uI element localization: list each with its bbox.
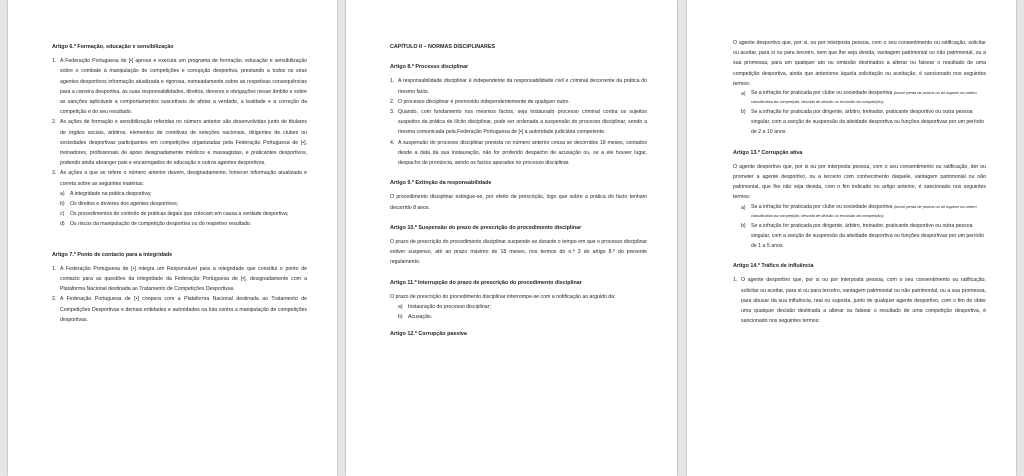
article-13-text: O agente desportivo que, por si ou por interposta pessoa, com o seu consentimento ou ratificação, der ou prometer a agente desportivo, ou a terceiro com conhecimento daquele, vantagem patrimonial ou não patrimonial, que lhe não seja devida, com o fim indicado no artigo anterior, é sancionado nos seguintes termos: xyxy=(733,163,986,201)
article-7-heading: Artigo 7.º Ponto de contacto para a integridade xyxy=(52,251,173,258)
article-13-subitem-a: a) Se a infração for praticada por clube ou sociedade desportiva (incluir perda de pontos ou de lugares na ordem classificativa da competição; descida de divisão ou exclusão da competição); xyxy=(741,203,977,218)
document-page-3 xyxy=(687,0,1016,476)
article-8-item-3: 3. Quando, com fundamento nos mesmos factos, seja instaurado processo criminal contra os sujeitos suspeitos da prática de ilícito disciplinar, pode ser ordenada a suspensão do processo disciplinar, sendo a mesma comunicada pela Federação Portuguesa de [•] à autoridade judiciária competente. xyxy=(390,109,647,136)
page-2-content xyxy=(390,38,647,340)
article-9-heading: Artigo 9.º Extinção da responsabilidade xyxy=(390,180,492,187)
article-8-item-4: 4. A suspensão do processo disciplinar prevista no número anterior cessa se decorridos 18 meses, contados desde a data da sua instauração, não for proferido despacho de acusação ou, se a ele houver lugar, despacho de pronúncia, sendo os factos apurados no processo disciplinar. xyxy=(390,139,647,167)
article-12-body: O agente desportivo que, por si, ou por interposta pessoa, com o seu consentimento ou ratificação, solicitar ou aceitar, para si ou para terceiro, sem que lhe seja devida, vantagem patrimonial ou não patrimonial, ou a sua promessa, para um qualquer ato ou omissão destinados a alterar ou falsear o resultado de uma competição desportiva, ainda que anteriores àquela solicitação ou aceitação, é sancionado nos seguintes termos: xyxy=(733,40,986,87)
article-6-item-1: 1. A Federação Portuguesa de [•] aprova e executa um programa de formação, educação e sensibilização sobre o combate à manipulação de competições e corrupção desportiva, prestando a todos os seus agentes desportivos informação atualizada e rigorosa, nomeadamente sobre as respetivas consequências para a carreira desportiva, às suas responsabilidades, direitos, deveres e obrigações nesse âmbito e sobre as sanções aplicáveis a comportamentos suscetíveis de afetar a verdade, a lealdade e a correção da competição e do seu resultado. xyxy=(52,58,307,116)
article-9-text: O procedimento disciplinar extingue-se, por efeito de prescrição, logo que sobre a prática do facto tenham decorrido 8 anos. xyxy=(390,194,647,211)
article-6-item-3: 3. As ações a que se refere o número anterior devem, designadamente, fornecer informação atualizada e correta sobre as seguintes matérias: xyxy=(52,170,307,187)
chapter-heading: CAPÍTULO II – NORMAS DISCIPLINARES xyxy=(390,44,496,50)
article-14-item-1: 1. O agente desportivo que, por si ou por interposta pessoa, com o seu consentimento ou ratificação, solicitar ou aceitar, para si ou para terceiro, vantagem patrimonial ou não patrimonial, ou a sua promessa, para abusar da sua influência, real ou suposta, junto de qualquer agente desportivo, com o fim de obter uma qualquer decisão destinada a alterar ou falsear o resultado de uma competição desportiva, é sancionado nos seguintes termos: xyxy=(733,277,986,325)
document-page-1 xyxy=(8,0,337,476)
article-11-subitem-b: b) Acusação. xyxy=(398,314,433,321)
article-12-heading: Artigo 12.º Corrupção passiva xyxy=(390,331,467,338)
article-12-subitem-b: b) Se a infração for praticada por dirigente, árbitro, treinador, praticante desportivo ou outra pessoa singular, com a sanção de suspensão da atividade desportiva ou funções desportivas por um período de 2 a 10 anos. xyxy=(741,109,985,136)
article-6-subitem-d: d) Os riscos da manipulação de competição desportiva ou do respetivo resultado. xyxy=(60,221,252,228)
article-6-heading: Artigo 6.º Formação, educação e sensibilização xyxy=(52,44,174,50)
article-6-item-2: 2. As ações de formação e sensibilização referidas no número anterior são desenvolvidas junto de titulares de órgãos sociais, árbitros, elementos de comitivas de seleções nacionais, dirigentes de clubes ou sociedades desportivas participantes em competições organizadas pela Federação Portuguesa de [•], treinadores, profissionais de apoio designadamente médicos e massagistas, e praticantes desportivos, podendo ainda abranger pais e encarregados de educação e outros agentes desportivos. xyxy=(52,119,307,167)
article-11-heading: Artigo 11.º Interrupção do prazo de prescrição do procedimento disciplinar xyxy=(390,279,582,286)
article-8-heading: Artigo 8.º Processo disciplinar xyxy=(390,64,469,71)
article-6-subitem-b: b) Os direitos e deveres dos agentes desportivos; xyxy=(60,201,179,208)
page-1-content xyxy=(52,38,307,325)
article-11-subitem-a: a) Instauração do processo disciplinar; xyxy=(398,304,491,311)
page-3-content xyxy=(733,38,986,326)
article-10-heading: Artigo 10.º Suspensão do prazo de prescrição do procedimento disciplinar xyxy=(390,224,582,231)
article-13-subitem-b: b) Se a infração for praticada por dirigente, árbitro, treinador, praticante desportivo ou outra pessoa singular, com a sanção de suspensão da atividade desportiva ou funções desportivas por um período de 1 a 5 anos. xyxy=(741,222,985,250)
article-8-item-1: 1. A responsabilidade disciplinar é independente da responsabilidade civil e criminal decorrente da prática do mesmo facto. xyxy=(390,78,647,95)
article-7-item-1: 1. A Federação Portuguesa de [•] integra um Responsável para a integridade que constitui o ponto de contacto para as questões da integridade da Federação Portuguesa de [•], designadamente com a Plataforma Nacional destinada ao Tratamento de Competições Desportivas. xyxy=(52,265,307,293)
article-11-text: O prazo de prescrição do procedimento disciplinar interrompe-se com a notificação ao arguido da: xyxy=(390,293,616,300)
article-8-item-2: 2. O processo disciplinar é promovido independentemente de qualquer outro. xyxy=(390,98,570,105)
article-6-subitem-c: c) Os procedimentos de controlo de práticas ilegais que colocam em causa a verdade desportiva; xyxy=(60,211,289,218)
article-7-item-2: 2. A Federação Portuguesa de [•] coopera com a Plataforma Nacional destinada ao Tratamento de Competições Desportivas e demais entidades e autoridades na luta contra a manipulação de competições desportivas. xyxy=(52,296,307,323)
article-10-text: O prazo de prescrição do procedimento disciplinar suspende-se durante o tempo em que o processo disciplinar estiver suspenso, até ao prazo máximo de 18 meses, nos termos do n.º 3 do artigo 8.º do presente regulamento. xyxy=(390,239,647,266)
article-6-subitem-a: a) A integridade na prática desportiva; xyxy=(60,190,152,197)
document-page-2 xyxy=(346,0,677,476)
article-13-heading: Artigo 13.º Corrupção ativa xyxy=(733,149,803,156)
article-14-heading: Artigo 14.º Tráfico de influência xyxy=(733,263,814,270)
article-12-subitem-a: a) Se a infração for praticada por clube ou sociedade desportiva (incluir perda de pontos ou de lugares na ordem classificativa da competição; descida de divisão ou exclusão da competição); xyxy=(741,90,977,105)
